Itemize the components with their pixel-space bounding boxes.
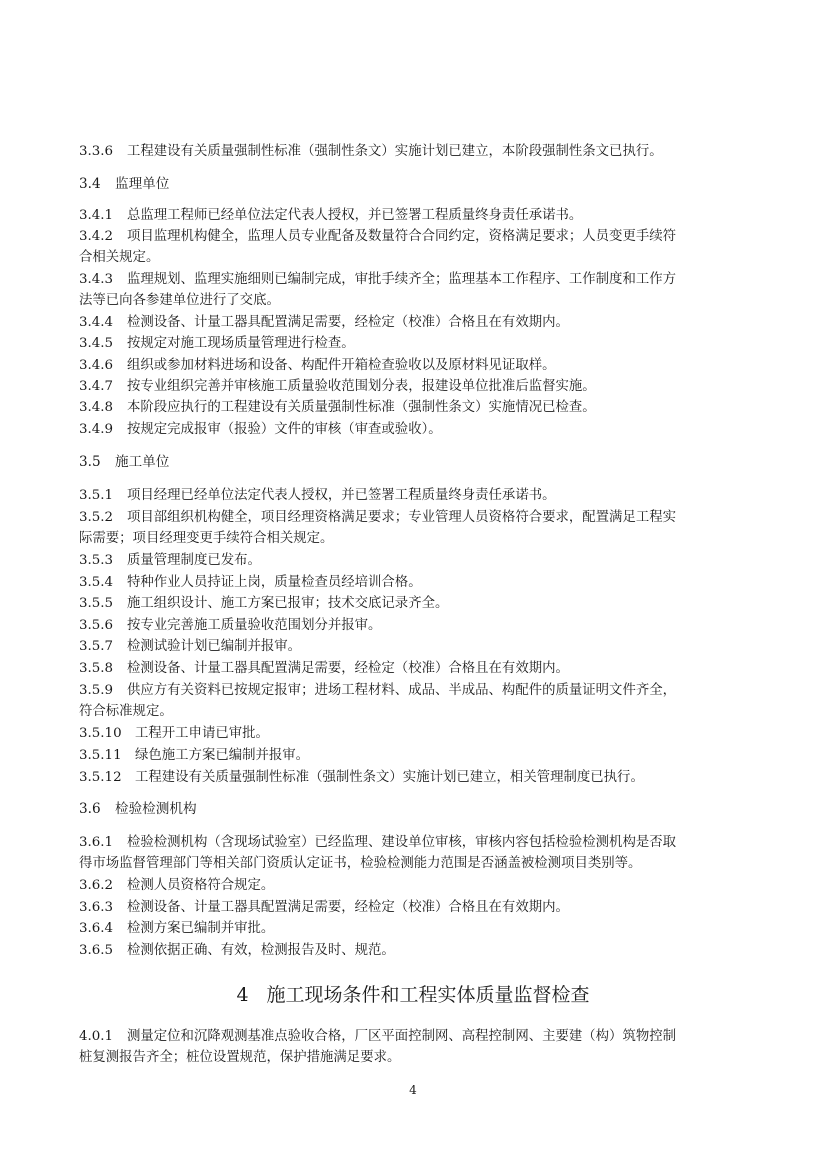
clause-number: 3.4.8 (79, 400, 114, 415)
clause-number: 3.5.12 (79, 770, 122, 785)
clause-number: 3.4.5 (79, 336, 114, 351)
clause-number: 3.5.4 (79, 575, 114, 590)
section-heading-3-4 (79, 174, 169, 194)
clause-text: 检验检测机构（含现场试验室）已经监理、建设单位审核，审核内容包括检验检测机构是否取 (127, 835, 677, 850)
clause-number: 3.5.9 (79, 683, 114, 698)
section-number: 3.5 (79, 454, 101, 470)
clause-3-5-12 (79, 768, 747, 789)
clause-text: 工程建设有关质量强制性标准（强制性条文）实施计划已建立，相关管理制度已执行。 (135, 770, 644, 785)
section-title: 监理单位 (115, 176, 170, 192)
clause-3-6-5 (79, 941, 747, 962)
clause-text: 项目部组织机构健全，项目经理资格满足要求；专业管理人员资格符合要求，配置满足工程实 (127, 510, 677, 525)
clause-number: 3.6.3 (79, 900, 114, 915)
clause-text: 检测依据正确、有效，检测报告及时、规范。 (127, 943, 395, 958)
clause-text: 绿色施工方案已编制并报审。 (135, 748, 310, 763)
section-title: 检验检测机构 (115, 801, 197, 817)
clause-text-continued: 法等已向各参建单位进行了交底。 (79, 292, 280, 308)
clause-3-6-3 (79, 898, 747, 919)
clause-number: 3.5.1 (79, 488, 114, 503)
clause-text: 工程开工申请已审批。 (135, 726, 269, 741)
clause-text: 施工组织设计、施工方案已报审；技术交底记录齐全。 (127, 596, 449, 611)
section-title: 施工单位 (115, 454, 170, 470)
clause-text: 按规定完成报审（报验）文件的审核（审查或验收）。 (127, 422, 442, 437)
clause-text: 特种作业人员持证上岗，质量检查员经培训合格。 (127, 575, 422, 590)
clause-text: 检测方案已编制并审批。 (127, 921, 275, 936)
section-heading-3-6 (79, 799, 197, 819)
clause-number: 3.5.8 (79, 661, 114, 676)
clause-3-5-1 (79, 486, 747, 507)
clause-text: 质量管理制度已发布。 (127, 553, 261, 568)
clause-number: 3.3.6 (79, 144, 114, 159)
clause-text: 项目经理已经单位法定代表人授权，并已签署工程质量终身责任承诺书。 (127, 488, 556, 503)
clause-text: 项目监理机构健全，监理人员专业配备及数量符合合同约定，资格满足要求；人员变更手续符 (127, 229, 677, 244)
clause-3-4-7 (79, 377, 747, 398)
chapter-title: 施工现场条件和工程实体质量监督检查 (266, 984, 590, 1006)
clause-3-5-5 (79, 594, 747, 615)
clause-3-5-9 (79, 681, 747, 722)
clause-3-5-2 (79, 508, 747, 549)
clause-3-5-4 (79, 573, 747, 594)
clause-3-5-8 (79, 659, 747, 680)
section-number: 3.4 (79, 176, 101, 192)
clause-3-4-1 (79, 206, 747, 227)
clause-number: 3.5.7 (79, 639, 114, 654)
clause-text: 检测设备、计量工器具配置满足需要，经检定（校准）合格且在有效期内。 (127, 661, 569, 676)
section-number: 3.6 (79, 801, 101, 817)
clause-number: 3.6.4 (79, 921, 114, 936)
clause-text: 检测设备、计量工器具配置满足需要，经检定（校准）合格且在有效期内。 (127, 900, 569, 915)
clause-3-3-6 (79, 142, 747, 163)
clause-number: 4.0.1 (79, 1029, 114, 1044)
clause-number: 3.6.5 (79, 943, 114, 958)
clause-3-5-10 (79, 724, 747, 745)
clause-3-4-3 (79, 270, 747, 311)
clause-number: 3.4.6 (79, 358, 114, 373)
clause-text: 本阶段应执行的工程建设有关质量强制性标准（强制性条文）实施情况已检查。 (127, 400, 596, 415)
clause-number: 3.4.3 (79, 272, 114, 287)
clause-text: 按规定对施工现场质量管理进行检查。 (127, 336, 355, 351)
clause-number: 3.4.4 (79, 315, 114, 330)
clause-3-4-2 (79, 227, 747, 268)
clause-text: 总监理工程师已经单位法定代表人授权，并已签署工程质量终身责任承诺书。 (127, 208, 583, 223)
clause-number: 3.6.1 (79, 835, 114, 850)
chapter-heading-4 (79, 982, 747, 1008)
clause-number: 3.5.11 (79, 748, 122, 763)
clause-number: 3.4.9 (79, 422, 114, 437)
clause-3-5-3 (79, 551, 747, 572)
clause-number: 3.5.2 (79, 510, 114, 525)
clause-text: 按专业完善施工质量验收范围划分并报审。 (127, 618, 382, 633)
clause-text: 监理规划、监理实施细则已编制完成，审批手续齐全；监理基本工作程序、工作制度和工作方 (127, 272, 677, 287)
clause-number: 3.5.5 (79, 596, 114, 611)
clause-3-4-9 (79, 420, 747, 441)
clause-3-4-5 (79, 334, 747, 355)
clause-3-6-1 (79, 833, 747, 874)
clause-number: 3.5.3 (79, 553, 114, 568)
chapter-number: 4 (236, 984, 249, 1006)
clause-3-6-2 (79, 876, 747, 897)
clause-text: 按专业组织完善并审核施工质量验收范围划分表，报建设单位批准后监督实施。 (127, 379, 596, 394)
clause-text: 检测设备、计量工器具配置满足需要，经检定（校准）合格且在有效期内。 (127, 315, 569, 330)
clause-text-continued: 得市场监督管理部门等相关部门资质认定证书，检验检测能力范围是否涵盖被检测项目类别等。 (79, 855, 642, 871)
clause-text: 检测人员资格符合规定。 (127, 878, 275, 893)
clause-text: 供应方有关资料已按规定报审；进场工程材料、成品、半成品、构配件的质量证明文件齐全， (127, 683, 677, 698)
clause-text-continued: 际需要；项目经理变更手续符合相关规定。 (79, 530, 334, 546)
clause-number: 3.4.2 (79, 229, 114, 244)
clause-text: 工程建设有关质量强制性标准（强制性条文）实施计划已建立，本阶段强制性条文已执行。 (127, 144, 663, 159)
clause-text: 组织或参加材料进场和设备、构配件开箱检查验收以及原材料见证取样。 (127, 358, 556, 373)
page-number: 4 (409, 1083, 417, 1097)
clause-number: 3.5.6 (79, 618, 114, 633)
clause-number: 3.5.10 (79, 726, 122, 741)
clause-3-5-7 (79, 637, 747, 658)
clause-3-5-6 (79, 616, 747, 637)
clause-text-continued: 桩复测报告齐全；桩位设置规范，保护措施满足要求。 (79, 1049, 401, 1065)
clause-4-0-1 (79, 1027, 747, 1068)
clause-number: 3.6.2 (79, 878, 114, 893)
clause-text: 检测试验计划已编制并报审。 (127, 639, 302, 654)
clause-3-6-4 (79, 919, 747, 940)
clause-text: 测量定位和沉降观测基准点验收合格，厂区平面控制网、高程控制网、主要建（构）筑物控制 (127, 1029, 677, 1044)
clause-3-4-6 (79, 356, 747, 377)
section-heading-3-5 (79, 452, 169, 472)
clause-number: 3.4.1 (79, 208, 114, 223)
clause-number: 3.4.7 (79, 379, 114, 394)
clause-3-4-4 (79, 313, 747, 334)
clause-text-continued: 符合标准规定。 (79, 703, 173, 719)
clause-3-5-11 (79, 746, 747, 767)
clause-3-4-8 (79, 398, 747, 419)
clause-text-continued: 合相关规定。 (79, 249, 160, 265)
